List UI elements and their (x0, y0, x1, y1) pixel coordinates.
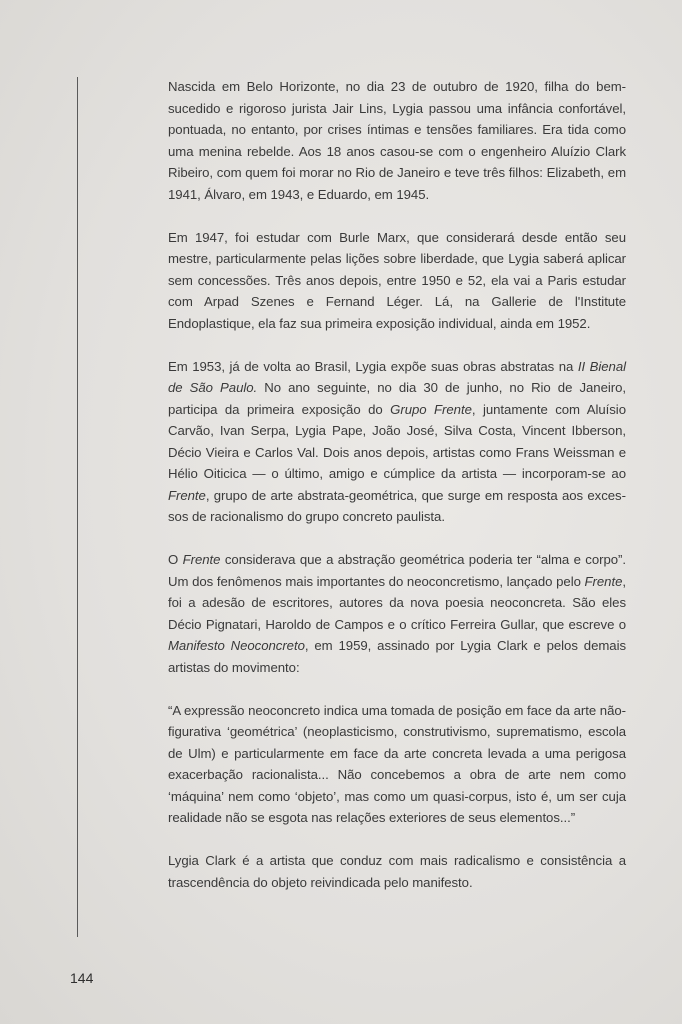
italic-run: Manifesto Neoconcreto (168, 638, 305, 653)
text-run: “A expressão neoconcreto indica uma tomada de posição em face da arte não-figurativa ‘geométrica’ (neoplasticismo, construtivismo, suprematismo, escola de Ulm) e particularmente em face da arte concreta levada a uma perigosa exacerbação racionalista... Não concebemos a obra de arte nem como ‘máquina’ nem como ‘objeto’, mas como um quasi-corpus, isto é, um ser cuja realidade não se esgota nas relações exteriores de seus elementos...” (168, 702, 626, 825)
text-run: No ano seguinte, no dia 30 de junho, no Rio de Janeiro, participa da primeira exposição do (168, 380, 626, 417)
margin-rule (77, 77, 78, 937)
italic-run: Frente (584, 573, 623, 589)
text-run: Lygia Clark é a artista que conduz com mais radicalismo e consistência a trascendência do objeto reivindicada pelo manifesto. (168, 853, 626, 890)
italic-run: Frente (182, 552, 221, 567)
text-run: , juntamente com Aluísio Carvão, Ivan Serpa, Lygia Pape, João José, Silva Costa, Vincent Ibberson, Décio Vieira e Carlos Val. Dois anos depois, artistas como Frans Weissman e Hélio Oiticica — o último, amigo e cúmplice da artista — incorporam-se ao (168, 401, 626, 481)
text-run: Em 1947, foi estudar com Burle Marx, que considerará desde então seu mestre, particularmente pelas lições sobre liberdade, que Lygia saberá aplicar sem concessões. Três anos depois, entre 1950 e 52, ela vai a Paris estudar com Arpad Szenes e Fernand Léger. Lá, na Gallerie de l'Institute Endoplastique, ela faz sua primeira exposição individual, ainda em 1952. (168, 229, 626, 331)
text-run: considerava que a abstração geométrica poderia ter “alma e corpo”. Um dos fenômenos mais importantes do neoconcretismo, lançado pelo (168, 552, 626, 589)
paragraph-biography (168, 76, 626, 205)
text-run: O (168, 552, 183, 567)
paragraph-manifesto-quote (168, 700, 626, 829)
text-run: Em 1953, já de volta ao Brasil, Lygia expõe suas obras abstratas na (168, 358, 578, 374)
page-number: 144 (70, 970, 94, 986)
text-run: , foi a adesão de escritores, autores da nova poesia neoconcreta. São eles Décio Pignatari, Haroldo de Campos e o crítico Ferreira Gullar, que escreve o (168, 573, 626, 632)
paragraph-education (168, 227, 626, 335)
italic-run: Grupo Frente (390, 401, 472, 417)
italic-run: II Bienal de São Paulo. (168, 358, 627, 395)
text-run: , em 1959, assinado por Lygia Clark e pelos demais artistas do movimento: (168, 638, 626, 675)
text-run: , grupo de arte abstrata-geométrica, que surge em resposta aos excessos de racionalismo do grupo concreto paulista. (168, 487, 626, 524)
body-text-column (168, 76, 626, 915)
paragraph-grupo-frente (168, 356, 626, 528)
paragraph-neoconcretismo (168, 549, 626, 678)
text-run: Nascida em Belo Horizonte, no dia 23 de outubro de 1920, filha do bem-sucedido e rigoroso jurista Jair Lins, Lygia passou uma infância confortável, pontuada, no entanto, por crises íntimas e tensões familiares. Era tida como uma menina rebelde. Aos 18 anos casou-se com o engenheiro Aluízio Clark Ribeiro, com quem foi morar no Rio de Janeiro e teve três filhos: Elizabeth, em 1941, Álvaro, em 1943, e Eduardo, em 1945. (168, 79, 626, 202)
paragraph-conclusion (168, 850, 626, 893)
italic-run: Frente (168, 487, 206, 503)
